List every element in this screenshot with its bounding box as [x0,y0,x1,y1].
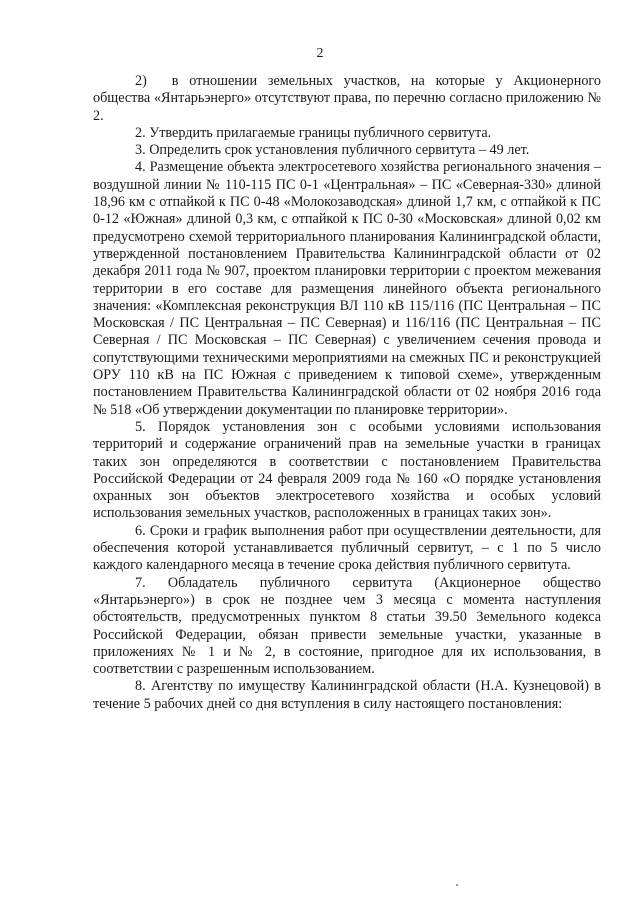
scan-speck [456,884,458,886]
paragraph-7: 7. Обладатель публичного сервитута (Акционерное общество «Янтарьэнерго») в срок не позднее чем 3 месяца с момента наступления обстоятельств, предусмотренных пунктом 8 статьи 39.50 Земельного кодекса Российской Федерации, обязан привести земельные участки, указанные в приложениях № 1 и № 2, в состояние, пригодное для их использования, в соответствии с разрешенным использованием. [93,574,601,678]
document-body [93,73,601,713]
page-number: 2 [316,46,324,61]
paragraph-5: 5. Порядок установления зон с особыми условиями использования территорий и содержание ограничений прав на земельные участки в границах таких зон определяются в соответствии с постановлением Правительства Российской Федерации от 24 февраля 2009 года № 160 «О порядке установления охранных зон объектов электросетевого хозяйства и особых условий использования земельных участков, расположенных в границах таких зон». [93,418,601,522]
paragraph-3: 3. Определить срок установления публичного сервитута – 49 лет. [135,142,530,159]
paragraph-6: 6. Сроки и график выполнения работ при осуществлении деятельности, для обеспечения которой устанавливается публичный сервитут, – с 1 по 5 число каждого календарного месяца в течение срока действия публичного сервитута. [93,522,601,574]
paragraph-4: 4. Размещение объекта электросетевого хозяйства регионального значения – воздушной линии № 110-115 ПС 0-1 «Центральная» – ПС «Северная-330» длиной 18,96 км с отпайкой к ПС 0-48 «Молокозаводская» длиной 1,7 км, с отпайкой к ПС 0-12 «Южная» длиной 0,3 км, с отпайкой к ПС 0-30 «Московская» длиной 0,02 км предусмотрено схемой территориального планирования Калининградской области, утвержденной постановлением Правительства Калининградской области от 02 декабря 2011 года № 907, проектом планировки территории с проектом межевания территории в его составе для размещения линейного объекта регионального значения: «Комплексная реконструкция ВЛ 110 кВ 115/116 (ПС Центральная – ПС Московская / ПС Центральная – ПС Северная) и 116/116 (ПС Центральная – ПС Северная / ПС Московская – ПС Северная) с увеличением сечения провода и сопутствующими техническими мероприятиями на смежных ПС и реконструкцией ОРУ 110 кВ на ПС Южная с приведением к типовой схеме», утвержденным постановлением Правительства Калининградской области от 02 ноября 2016 года № 518 «Об утверждении документации по планировке территории». [93,159,601,418]
paragraph-clause-2-subitem: 2) в отношении земельных участков, на которые у Акционерного общества «Янтарьэнерго» отсутствуют права, по перечню согласно приложению № 2. [93,73,601,124]
paragraph-2: 2. Утвердить прилагаемые границы публичного сервитута. [135,124,492,141]
paragraph-8: 8. Агентству по имуществу Калининградской области (Н.А. Кузнецовой) в течение 5 рабочих дней со дня вступления в силу настоящего постановления: [93,678,601,712]
